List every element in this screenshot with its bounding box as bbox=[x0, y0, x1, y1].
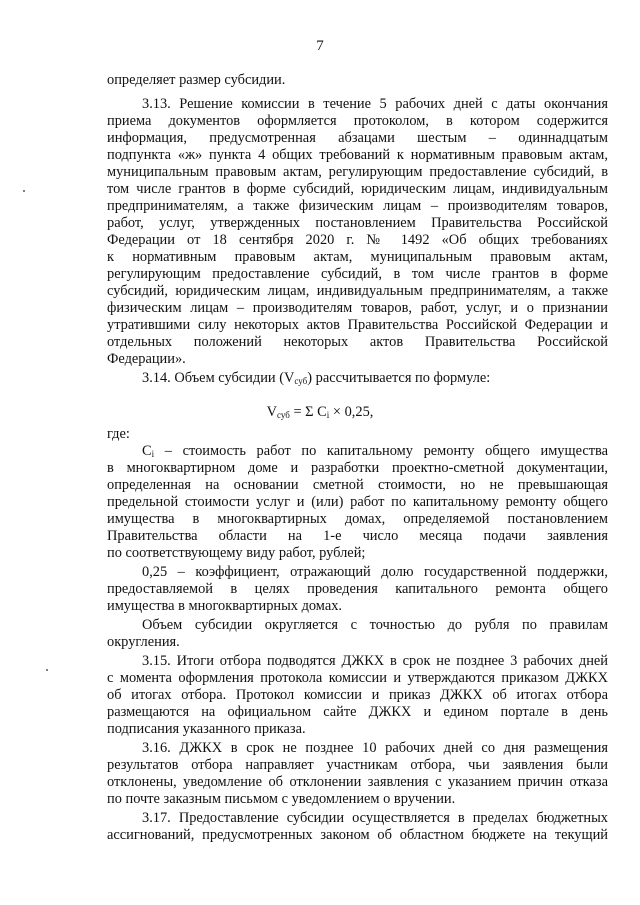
p313-line: информация, предусмотренная абзацами шестым – одиннадцатым bbox=[107, 130, 608, 146]
p313-line: к нормативным правовым актам, муниципальным правовым актам, bbox=[107, 249, 608, 265]
p314-text: 3.14. Объем субсидии (V bbox=[142, 370, 295, 386]
p313-line: физическим лицам – производителям товаров, работ, услуг, и о признании bbox=[107, 300, 608, 316]
rounding-line: Объем субсидии округляется с точностью до рубля по правилам bbox=[142, 617, 608, 633]
p313-line: регулирующим предоставление субсидий, в том числе грантов в форме bbox=[107, 266, 608, 282]
rounding-line: округления. bbox=[107, 634, 180, 650]
formula-text: V bbox=[266, 404, 278, 420]
p313-line: предпринимателям, а также физическим лицам – производителям товаров, bbox=[107, 198, 608, 214]
ci-symbol: C bbox=[142, 443, 152, 459]
ci-def-line: определенная на основании сметной стоимости, но не превышающая bbox=[107, 477, 608, 493]
subsidy-formula bbox=[0, 404, 640, 421]
p314-subscript: суб bbox=[294, 376, 308, 386]
ci-subscript: i bbox=[151, 449, 155, 459]
p316-line: по почте заказным письмом с уведомлением о вручении. bbox=[107, 791, 456, 807]
p313-line: приема документов оформляется протоколом, в котором содержится bbox=[107, 113, 608, 129]
ci-def-line: Правительства области на 1-е число месяца подачи заявления bbox=[107, 528, 608, 544]
p315-line: с момента оформления протокола комиссии и утверждаются приказом ДЖКХ bbox=[107, 670, 608, 686]
p316-line: результатов отбора направляет участникам отбора, чьи заявления были bbox=[107, 757, 608, 773]
p313-line: муниципальным правовым актам, регулирующим предоставление субсидий, в bbox=[107, 164, 608, 180]
p313-line: субсидий, юридическим лицам, индивидуальным предпринимателям, а также bbox=[107, 283, 608, 299]
p315-line: размещаются на официальном сайте ДЖКХ и едином портале в день bbox=[107, 704, 608, 720]
formula-subscript: суб bbox=[277, 410, 290, 420]
coef-def-line: имущества в многоквартирных домах. bbox=[107, 598, 342, 614]
ci-def-line: имущества в многоквартирных домах, определяемой постановлением bbox=[107, 511, 608, 527]
coef-def-line: предоставляемой в целях проведения капитального ремонта общего bbox=[107, 581, 608, 597]
ci-def-text: – стоимость работ по капитальному ремонту общего имущества bbox=[154, 443, 608, 459]
p313-line: Федерации от 18 сентября 2020 г. № 1492 «Об общих требованиях bbox=[107, 232, 608, 248]
page-number: 7 bbox=[316, 38, 324, 54]
p313-line: отдельных положений некоторых актов Правительства Российской bbox=[107, 334, 608, 350]
p313-line: работ, услуг, утвержденных постановлением Правительства Российской bbox=[107, 215, 608, 231]
p315-line: подписания указанного приказа. bbox=[107, 721, 306, 737]
p315-line: 3.15. Итоги отбора подводятся ДЖКХ в срок не позднее 3 рабочих дней bbox=[142, 653, 608, 669]
p313-line: подпункта «ж» пункта 4 общих требований к нормативным правовым актам, bbox=[107, 147, 608, 163]
formula-subscript: i bbox=[326, 410, 330, 420]
p313-line: том числе грантов в форме субсидий, юридическим лицам, индивидуальным bbox=[107, 181, 608, 197]
p313-line: 3.13. Решение комиссии в течение 5 рабочих дней с даты окончания bbox=[142, 96, 608, 112]
p316-line: 3.16. ДЖКХ в срок не позднее 10 рабочих дней со дня размещения bbox=[142, 740, 608, 756]
scan-speck bbox=[23, 190, 25, 192]
ci-def-line: предельной стоимости услуг и (или) работ по капитальному ремонту общего bbox=[107, 494, 608, 510]
p313-line: Федерации». bbox=[107, 351, 186, 367]
p315-line: об итогах отбора. Протокол комиссии и приказ ДЖКХ об итогах отбора bbox=[107, 687, 608, 703]
scan-speck bbox=[46, 669, 48, 671]
p314-text: ) рассчитывается по формуле: bbox=[307, 370, 491, 386]
where-label: где: bbox=[107, 426, 130, 442]
p317-line: 3.17. Предоставление субсидии осуществляется в пределах бюджетных bbox=[142, 810, 608, 826]
formula-text: = Σ C bbox=[289, 404, 327, 420]
p314-line bbox=[142, 370, 608, 390]
formula-text: × 0,25, bbox=[329, 404, 374, 420]
p313-line: утратившими силу некоторых актов Правительства Российской Федерации и bbox=[107, 317, 608, 333]
coef-def-line: 0,25 – коэффициент, отражающий долю государственной поддержки, bbox=[142, 564, 608, 580]
ci-def-line: в многоквартирном доме и разработки проектно-сметной документации, bbox=[107, 460, 608, 476]
p317-line: ассигнований, предусмотренных законом об областном бюджете на текущий bbox=[107, 827, 608, 843]
ci-def-line: по соответствующему виду работ, рублей; bbox=[107, 545, 366, 561]
p316-line: отклонены, уведомление об отклонении заявления с указанием причин отказа bbox=[107, 774, 608, 790]
intro-line: определяет размер субсидии. bbox=[107, 72, 286, 88]
